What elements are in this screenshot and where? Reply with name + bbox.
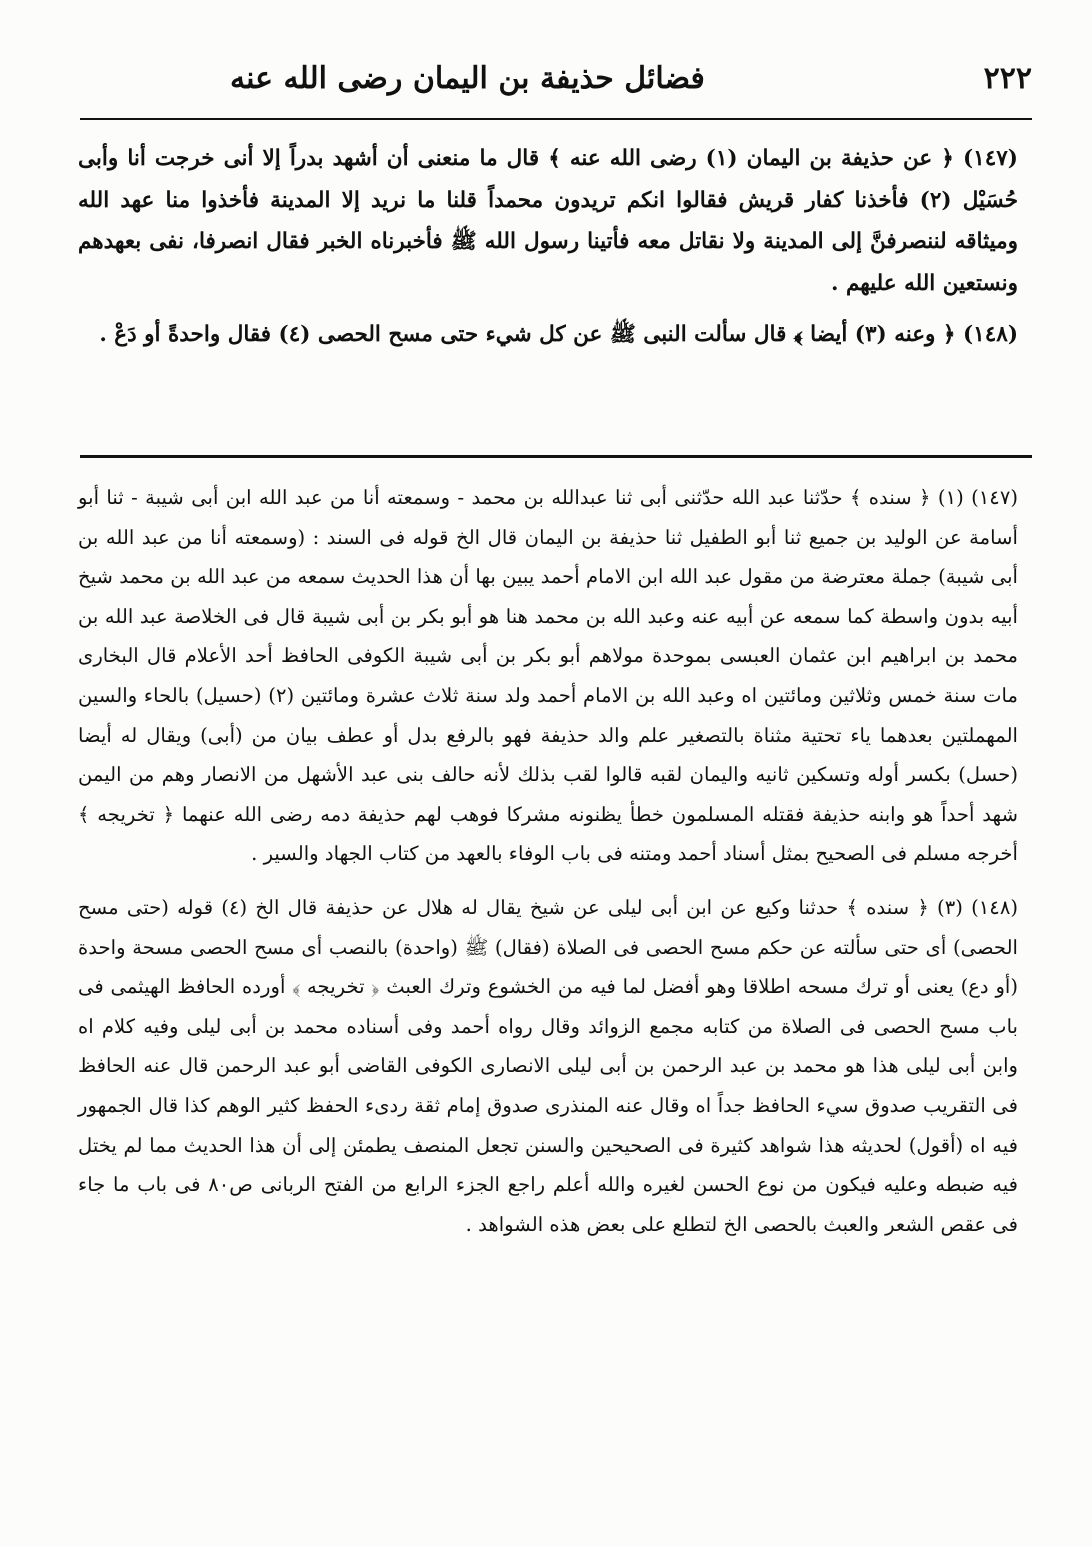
footnote-divider <box>80 455 1032 458</box>
page-number: ٢٢٢ <box>983 60 1032 96</box>
running-title: فضائل حذيفة بن اليمان رضى الله عنه <box>230 60 705 96</box>
main-text <box>78 138 1018 356</box>
hadith-147: (١٤٧) ﴿ عن حذيفة بن اليمان (١) رضى الله عنه ﴾ قال ما منعنى أن أشهد بدراً إلا أنى خرجت أنا وأبى حُسَيْل (٢) فأخذنا كفار قريش فقالوا انكم تريدون محمداً قلنا ما نريد إلا المدينة فأخذوا منا عهد الله وميثاقه لننصرفنَّ إلى المدينة ولا نقاتل معه فأتينا رسول الله ﷺ فأخبرناه الخبر فقال انصرفا، نفى بعهدهم ونستعين الله عليهم . <box>78 146 1018 296</box>
footnote-147: (١٤٧) (١) ﴿ سنده ﴾ حدّثنا عبد الله حدّثنى أبى ثنا عبدالله بن محمد - وسمعته أنا من عبد الله ابن أبى شيبة - ثنا أبو أسامة عن الوليد بن جميع ثنا أبو الطفيل ثنا حذيفة بن اليمان قال الخ قوله فى السند : (وسمعته أنا من عبد الله بن أبى شيبة) جملة معترضة من مقول عبد الله ابن الامام أحمد يبين بها أن هذا الحديث سمعه من عبد الله بن محمد شيخ أبيه بدون واسطة كما سمعه عن أبيه عنه وعبد الله بن محمد هنا هو أبو بكر بن أبى شيبة قال فى الخلاصة عبد الله بن محمد بن ابراهيم ابن عثمان العبسى بموحدة مولاهم أبو بكر بن أبى شيبة الكوفى الحافظ أحد الأعلام قال البخارى مات سنة خمس وثلاثين ومائتين اه وعبد الله بن الامام أحمد ولد سنة ثلاث عشرة ومائتين (٢) (حسيل) بالحاء والسين المهملتين بعدهما ياء تحتية مثناة بالتصغير علم والد حذيفة فهو بالرفع بدل أو عطف بيان من (أبى) ويقال له أيضا (حسل) بكسر أوله وتسكين ثانيه واليمان لقبه قالوا لقب بذلك لأنه حالف بنى عبد الأشهل من الانصار وهم من اليمن شهد أحداً هو وابنه حذيفة فقتله المسلمون خطأ يظنونه مشركا فوهب لهم حذيفة دمه رضى الله عنهما ﴿ تخريجه ﴾ أخرجه مسلم فى الصحيح بمثل أسناد أحمد ومتنه فى باب الوفاء بالعهد من كتاب الجهاد والسير . <box>78 486 1018 866</box>
hadith-148: (١٤٨) ﴿ وعنه (٣) أيضا ﴾ قال سألت النبى ﷺ عن كل شيء حتى مسح الحصى (٤) فقال واحدةً أو دَعْ . <box>99 322 1018 347</box>
footnotes <box>78 478 1018 1244</box>
page-header <box>60 50 1032 106</box>
header-divider <box>80 118 1032 120</box>
footnote-148: (١٤٨) (٣) ﴿ سنده ﴾ حدثنا وكيع عن ابن أبى ليلى عن شيخ يقال له هلال عن حذيفة قال الخ (٤) قوله (حتى مسح الحصى) أى حتى سألته عن حكم مسح الحصى فى الصلاة (فقال) ﷺ (واحدة) بالنصب أى مسح الحصى مسحة واحدة (أو دع) يعنى أو ترك مسحه اطلاقا وهو أفضل لما فيه من الخشوع وترك العبث ﴿ تخريجه ﴾ أورده الحافظ الهيثمى فى باب مسح الحصى فى الصلاة من كتابه مجمع الزوائد وقال رواه أحمد وفى أسناده محمد بن أبى ليلى وفيه كلام اه وابن أبى ليلى هذا هو محمد بن عبد الرحمن بن أبى ليلى الانصارى الكوفى القاضى أبو عبد الرحمن قال عنه الحافظ فى التقريب صدوق سيء الحافظ جداً اه وقال عنه المنذرى صدوق إمام ثقة ردىء الحفظ كثير الوهم كذا قال الجمهور فيه اه (أقول) لحديثه هذا شواهد كثيرة فى الصحيحين والسنن تجعل المنصف يطمئن إلى أن هذا الحديث مما لم يختل فيه ضبطه وعليه فيكون من نوع الحسن لغيره والله أعلم راجع الجزء الرابع من الفتح الربانى ص٨٠ فى باب ما جاء فى عقص الشعر والعبث بالحصى الخ لتطلع على بعض هذه الشواهد . <box>78 895 1019 1236</box>
